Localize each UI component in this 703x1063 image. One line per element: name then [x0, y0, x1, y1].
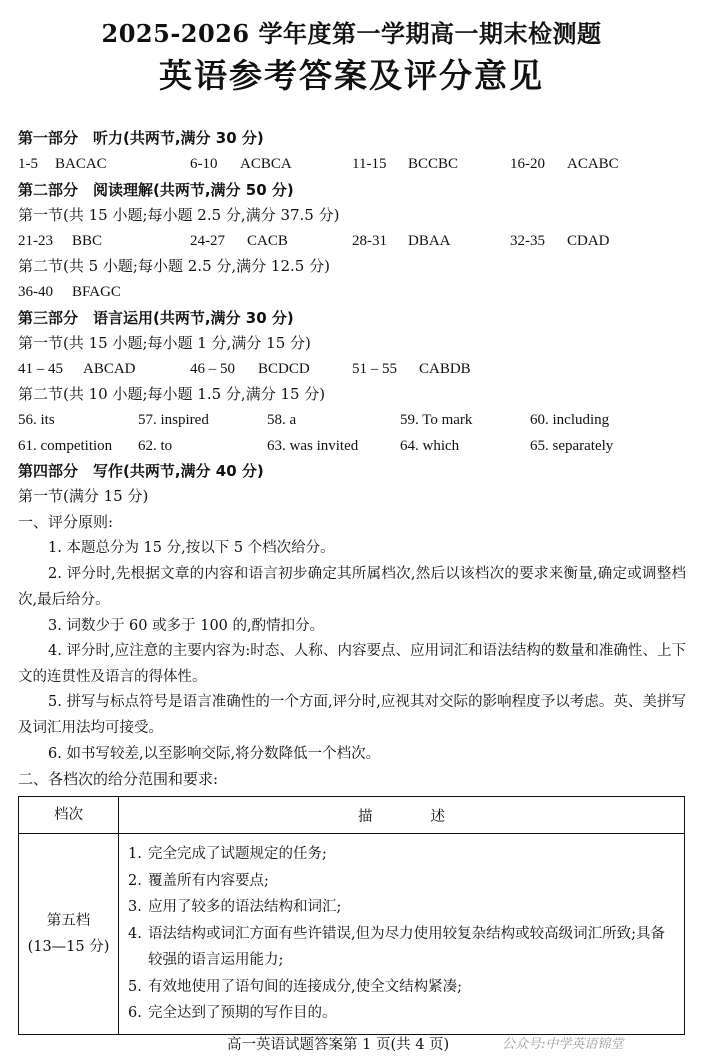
part3-section2-heading: 第二节(共 10 小题;每小题 1.5 分,满分 15 分) [18, 385, 326, 403]
answer-value: ABCAD [83, 361, 136, 377]
item-text: 应用了较多的语法结构和词汇; [148, 899, 342, 915]
answer-range: 11-15 [352, 156, 387, 172]
fill-answer: 57. inspired [138, 412, 209, 428]
item-number: 6. [128, 1005, 142, 1021]
answer-value: CDAD [567, 233, 610, 249]
fill-answer: 61. competition [18, 438, 113, 454]
part4-section1-heading: 第一节(满分 15 分) [18, 487, 149, 505]
fill-answer: 58. a [267, 412, 297, 428]
item-text: 语法结构或词汇方面有些许错误,但为尽力使用较复杂结构或较高级词汇所致;具备较强的语言运用能力; [148, 925, 665, 968]
part2-section1-heading: 第一节(共 15 小题;每小题 2.5 分,满分 37.5 分) [18, 206, 340, 224]
description-list [120, 835, 683, 1033]
answer-range: 28-31 [352, 233, 387, 249]
table-header-row [19, 797, 685, 834]
answer-value: ACBCA [240, 156, 292, 172]
part2-heading: 第二部分 阅读理解(共两节,满分 50 分) [18, 181, 294, 199]
watermark: 公众号:中学英语锦堂 [502, 1037, 624, 1052]
item-number: 5. [128, 978, 142, 995]
ranges-heading: 二、各档次的给分范围和要求: [18, 770, 219, 788]
principle-item: 5. 拼写与标点符号是语言准确性的一个方面,评分时,应视其对交际的影响程度予以考虑。英、美拼写及词汇用法均可接受。 [18, 694, 686, 736]
answer-range: 51 – 55 [352, 361, 397, 377]
table-row [19, 834, 685, 1035]
principle-item: 4. 评分时,应注意的主要内容为:时态、人称、内容要点、应用词汇和语法结构的数量和准确性、上下文的连贯性及语言的得体性。 [18, 643, 686, 685]
answer-range: 21-23 [18, 233, 53, 249]
exam-title: 2025-2026 学年度第一学期高一期末检测题 [101, 19, 602, 48]
part1-heading: 第一部分 听力(共两节,满分 30 分) [18, 129, 264, 147]
grade-name: 第五档 [46, 912, 91, 929]
answer-value: BCDCD [258, 361, 310, 377]
list-item [128, 974, 675, 1001]
grading-table [18, 796, 685, 1035]
answer-range: 36-40 [18, 284, 53, 300]
fill-answer: 59. To mark [400, 412, 473, 428]
part3-section1-heading: 第一节(共 15 小题;每小题 1 分,满分 15 分) [18, 334, 311, 352]
item-number: 3. [128, 899, 142, 915]
fill-answer: 62. to [138, 438, 173, 454]
fill-answer: 63. was invited [267, 438, 359, 454]
answer-range: 46 – 50 [190, 361, 235, 377]
list-item [128, 1000, 675, 1027]
grade-cell [19, 834, 119, 1035]
list-item [128, 921, 675, 974]
item-text: 完全完成了试题规定的任务; [148, 846, 327, 862]
part3-heading: 第三部分 语言运用(共两节,满分 30 分) [18, 309, 294, 327]
description-column-header: 描 述 [119, 797, 685, 834]
list-item [128, 868, 675, 895]
fill-answer: 60. including [530, 412, 610, 428]
answer-value: DBAA [408, 233, 451, 249]
answer-range: 16-20 [510, 156, 545, 172]
answer-key-title: 英语参考答案及评分意见 [159, 56, 544, 95]
list-item [128, 841, 675, 868]
item-number: 1. [128, 846, 142, 862]
page-number-text: 高一英语试题答案第 1 页(共 4 页) [227, 1037, 450, 1053]
principle-item: 1. 本题总分为 15 分,按以下 5 个档次给分。 [48, 540, 335, 556]
answer-value: CACB [247, 233, 288, 249]
part2-section2-heading: 第二节(共 5 小题;每小题 2.5 分,满分 12.5 分) [18, 257, 330, 275]
answer-value: BBC [72, 233, 103, 249]
fill-answer: 56. its [18, 412, 55, 428]
answer-range: 41 – 45 [18, 361, 63, 377]
answer-value: BFAGC [72, 284, 121, 300]
part4-heading: 第四部分 写作(共两节,满分 40 分) [18, 462, 264, 480]
principle-item: 2. 评分时,先根据文章的内容和语言初步确定其所属档次,然后以该档次的要求来衡量,确定或调整档次,最后给分。 [18, 566, 686, 608]
answer-value: ACABC [567, 156, 619, 172]
item-number: 4. [128, 925, 142, 942]
answer-range: 6-10 [190, 156, 218, 172]
item-text: 完全达到了预期的写作目的。 [148, 1005, 337, 1021]
item-text: 有效地使用了语句间的连接成分,使全文结构紧凑; [148, 978, 462, 995]
answer-value: BACAC [55, 156, 107, 172]
fill-answer: 65. separately [530, 438, 614, 454]
principle-item: 6. 如书写较差,以至影响交际,将分数降低一个档次。 [48, 746, 381, 762]
principles-heading: 一、评分原则: [18, 513, 114, 531]
list-item [128, 894, 675, 921]
grade-range: (13—15 分) [27, 938, 110, 955]
answer-range: 32-35 [510, 233, 545, 249]
answer-range: 1-5 [18, 156, 38, 172]
answer-value: BCCBC [408, 156, 459, 172]
item-number: 2. [128, 872, 142, 889]
description-cell [119, 834, 685, 1035]
grade-column-header: 档次 [19, 797, 119, 834]
fill-answer: 64. which [400, 438, 460, 454]
answer-value: CABDB [419, 361, 471, 377]
principle-item: 3. 词数少于 60 或多于 100 的,酌情扣分。 [48, 618, 325, 634]
item-text: 覆盖所有内容要点; [148, 872, 269, 889]
answer-range: 24-27 [190, 233, 225, 249]
